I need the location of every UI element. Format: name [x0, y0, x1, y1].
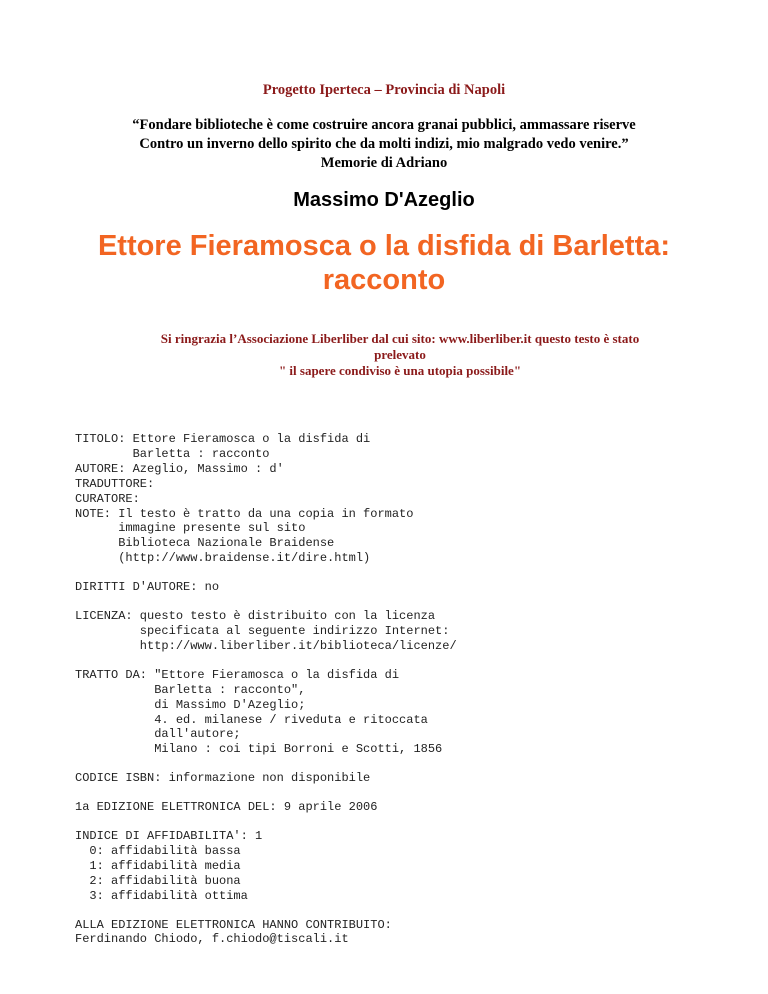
meta-affidabilita-level: 2: affidabilità buona	[75, 873, 241, 888]
book-title	[0, 229, 768, 297]
meta-affidabilita: INDICE DI AFFIDABILITA': 1	[75, 829, 263, 844]
epigraph-source: Memorie di Adriano	[320, 155, 448, 171]
meta-edizione: 1a EDIZIONE ELETTRONICA DEL: 9 aprile 2006	[75, 800, 378, 815]
meta-affidabilita-level: 0: affidabilità bassa	[75, 843, 241, 858]
epigraph	[0, 116, 768, 173]
meta-autore: AUTORE: Azeglio, Massimo : d'	[75, 461, 284, 476]
metadata-block	[75, 432, 735, 947]
meta-tratto-da-cont: 4. ed. milanese / riveduta e ritoccata	[75, 712, 428, 727]
meta-note-link: (http://www.braidense.it/dire.html)	[75, 551, 371, 566]
meta-curatore: CURATORE:	[75, 491, 140, 506]
meta-affidabilita-level: 1: affidabilità media	[75, 858, 241, 873]
meta-traduttore: TRADUTTORE:	[75, 476, 155, 491]
book-author: Massimo D'Azeglio	[293, 189, 475, 211]
credit-line: prelevato	[374, 347, 426, 362]
meta-contributori: ALLA EDIZIONE ELETTRONICA HANNO CONTRIBUITO:	[75, 917, 392, 932]
meta-note-cont: immagine presente sul sito	[75, 521, 306, 536]
project-header: Progetto Iperteca – Provincia di Napoli	[262, 82, 506, 98]
meta-diritti: DIRITTI D'AUTORE: no	[75, 580, 220, 595]
epigraph-line: “Fondare biblioteche è come costruire ancora granai pubblici, ammassare riserve	[132, 117, 636, 133]
meta-licenza-cont: specificata al seguente indirizzo Internet:	[75, 623, 450, 638]
meta-titolo: TITOLO: Ettore Fieramosca o la disfida di	[75, 432, 371, 446]
book-title-line: racconto	[322, 264, 446, 296]
meta-titolo-cont: Barletta : racconto	[75, 446, 270, 461]
meta-note: NOTE: Il testo è tratto da una copia in formato	[75, 506, 414, 521]
meta-licenza: LICENZA: questo testo è distribuito con la licenza	[75, 609, 436, 624]
credit-line: Si ringrazia l’Associazione Liberliber dal cui sito: www.liberliber.it questo testo è stato	[160, 331, 640, 346]
meta-tratto-da: TRATTO DA: "Ettore Fieramosca o la disfida di	[75, 667, 400, 682]
meta-contributore: Ferdinando Chiodo, f.chiodo@tiscali.it	[75, 932, 349, 947]
meta-affidabilita-level: 3: affidabilità ottima	[75, 888, 248, 903]
meta-tratto-da-cont: Barletta : racconto",	[75, 682, 306, 697]
meta-tratto-da-cont: Milano : coi tipi Borroni e Scotti, 1856	[75, 742, 443, 757]
meta-licenza-link: http://www.liberliber.it/biblioteca/licenze/	[75, 638, 457, 653]
meta-tratto-da-cont: di Massimo D'Azeglio;	[75, 697, 306, 712]
meta-tratto-da-cont: dall'autore;	[75, 727, 241, 742]
credit-note	[100, 331, 700, 379]
book-title-line: Ettore Fieramosca o la disfida di Barletta:	[97, 230, 671, 262]
meta-isbn: CODICE ISBN: informazione non disponibile	[75, 771, 371, 786]
epigraph-line: Contro un inverno dello spirito che da molti indizi, mio malgrado vedo venire.”	[139, 136, 629, 152]
meta-note-cont: Biblioteca Nazionale Braidense	[75, 536, 335, 551]
credit-motto: " il sapere condiviso è una utopia possibile"	[278, 363, 522, 378]
